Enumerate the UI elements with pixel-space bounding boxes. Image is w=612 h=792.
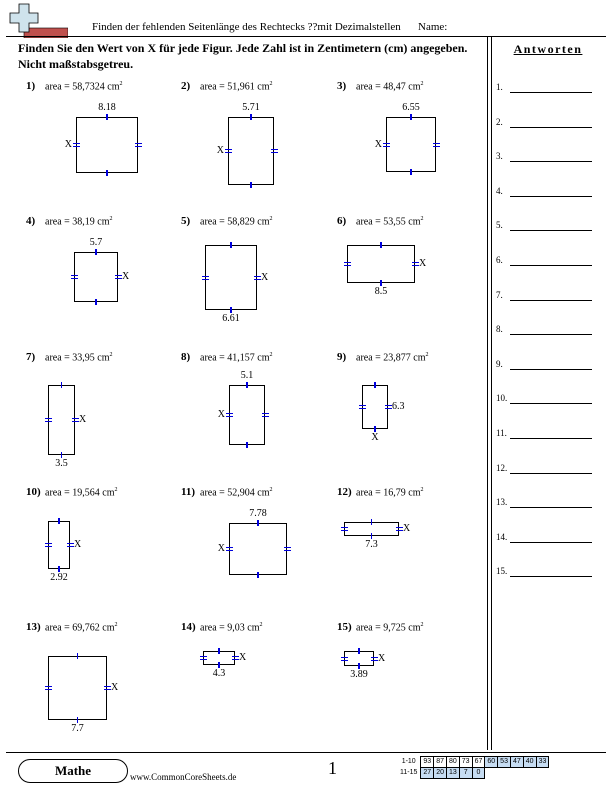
tick-mark [412,265,419,266]
given-side-label: 8.18 [98,102,116,113]
unknown-side-label: X [378,652,386,664]
answer-blank[interactable] [510,127,592,128]
plus-logo-icon [6,2,68,38]
tick-mark [374,382,376,388]
problem-number: 8) [181,351,191,363]
area-text: area = 16,79 cm [356,487,421,499]
area-text: area = 41,157 cm [200,352,270,364]
score-cell: 7 [459,768,472,779]
rectangle-figure [48,385,75,455]
answer-line[interactable] [496,428,592,442]
tick-mark [104,686,111,687]
tick-mark [271,152,278,153]
given-side-label: 3.89 [350,669,368,680]
tick-mark [45,418,52,419]
tick-mark [202,279,209,280]
tick-mark [226,416,233,417]
tick-mark [71,278,78,279]
area-text: area = 69,762 cm [45,622,115,634]
problem-12 [329,486,479,616]
area-text: area = 33,95 cm [45,352,110,364]
score-cell: 87 [434,757,447,768]
answer-blank[interactable] [510,265,592,266]
tick-mark [271,149,278,150]
answer-number: 8. [496,324,503,335]
area-text: area = 51,961 cm [200,81,270,93]
score-cell: 13 [446,768,459,779]
score-cell: 93 [421,757,434,768]
unknown-side-label: X [374,138,382,150]
answer-line[interactable] [496,290,592,304]
answer-blank[interactable] [510,438,592,439]
tick-mark [95,299,97,305]
rectangle-figure [48,521,70,569]
area-text: area = 19,564 cm [45,487,115,499]
tick-mark [284,547,291,548]
answer-number: 10. [496,393,508,404]
problem-15 [329,621,479,751]
answer-line[interactable] [496,151,592,165]
area-text: area = 58,7324 cm [45,81,120,93]
score-cell: 80 [446,757,459,768]
area-label [45,81,123,92]
unknown-side-label: X [217,409,225,420]
page-number: 1 [328,758,337,778]
problem-13 [18,621,168,751]
tick-mark [106,114,108,120]
problem-number: 12) [337,486,352,498]
area-unit-exponent: 2 [109,352,113,358]
tick-mark [72,421,79,422]
problem-number: 5) [181,215,191,227]
given-side-label: 6.61 [222,313,240,324]
area-unit-exponent: 2 [114,622,118,628]
answer-number: 12. [496,462,508,473]
area-unit-exponent: 2 [269,216,273,222]
tick-mark [410,169,412,175]
given-side-label: 6.55 [402,102,420,113]
tick-mark [262,416,269,417]
rectangle-figure [229,523,287,575]
area-label [200,216,273,227]
area-text: area = 53,55 cm [356,216,421,228]
header-divider [6,36,606,37]
unknown-side-label: X [419,258,427,269]
tick-mark [95,249,97,255]
problem-number: 4) [26,215,36,227]
tick-mark [200,659,207,660]
score-row [398,757,549,768]
score-range-label: 1-10 [401,758,416,765]
tick-mark [67,546,74,547]
area-unit-exponent: 2 [269,352,273,358]
tick-mark [73,146,80,147]
problem-11 [173,486,323,616]
tick-mark [383,146,390,147]
tick-mark [385,408,392,409]
tick-mark [226,413,233,414]
area-unit-exponent: 2 [425,352,429,358]
tick-mark [284,550,291,551]
rectangle-figure [362,385,388,429]
given-side-label: 8.5 [374,286,388,297]
answer-blank[interactable] [510,334,592,335]
answer-number: 2. [496,116,503,127]
answer-line[interactable] [496,117,592,131]
problem-number: 7) [26,351,36,363]
answer-line[interactable] [496,566,592,580]
problem-2 [173,80,323,210]
tick-mark [433,146,440,147]
score-cell: 27 [421,768,434,779]
tick-mark [250,182,252,188]
given-side-label: 5.1 [240,370,254,381]
rectangle-figure [76,117,138,173]
answer-number: 14. [496,531,508,542]
problem-1 [18,80,168,210]
tick-mark [67,543,74,544]
area-unit-exponent: 2 [109,216,113,222]
tick-mark [45,689,52,690]
unknown-side-label: X [74,539,82,550]
problem-7 [18,351,168,481]
answer-blank[interactable] [510,473,592,474]
answer-line[interactable] [496,324,592,338]
unknown-side-label: X [239,652,247,663]
area-label [356,487,424,498]
tick-mark [218,648,220,654]
unknown-side-label: X [64,139,72,150]
tick-mark [250,114,252,120]
area-label [45,216,113,227]
answer-line[interactable] [496,255,592,269]
score-cell: 47 [510,757,523,768]
tick-mark [396,527,403,528]
area-text: area = 9,03 cm [200,622,260,634]
tick-mark [433,143,440,144]
answer-line[interactable] [496,463,592,477]
area-text: area = 9,725 cm [356,622,421,634]
score-cell: 33 [536,757,549,768]
given-side-label: 7.3 [365,539,378,550]
answer-number: 9. [496,358,503,369]
tick-mark [254,276,261,277]
rectangle-figure [386,117,436,172]
worksheet-title: Finden der fehlenden Seitenlänge des Rechtecks ??mit Dezimalstellen [92,21,401,33]
area-label [356,81,424,92]
answer-blank[interactable] [510,230,592,231]
problem-number: 15) [337,621,352,633]
answer-number: 6. [496,255,503,265]
tick-mark [341,530,348,531]
given-side-label: 4.3 [212,668,226,679]
tick-mark [45,546,52,547]
given-side-label: 6.3 [392,401,405,412]
given-side-label: 3.5 [55,458,68,469]
tick-mark [226,550,233,551]
area-unit-exponent: 2 [269,81,273,87]
answer-line[interactable] [496,532,592,546]
rectangle-figure [74,252,118,302]
tick-mark [45,686,52,687]
problem-number: 10) [26,486,41,498]
tick-mark [344,265,351,266]
problem-number: 9) [337,351,347,363]
answer-line[interactable] [496,497,592,511]
score-cell: 40 [523,757,536,768]
area-label [200,81,273,92]
answer-blank[interactable] [510,403,592,404]
tick-mark [257,572,259,578]
answer-blank[interactable] [510,92,592,93]
problem-number: 3) [337,80,347,92]
area-unit-exponent: 2 [420,216,424,222]
tick-mark [58,518,60,524]
score-range-label: 11-15 [400,769,418,776]
problem-3 [329,80,479,210]
area-text: area = 38,19 cm [45,216,110,228]
tick-mark [200,656,207,657]
tick-mark [104,689,111,690]
answer-line[interactable] [496,359,592,373]
tick-mark [225,152,232,153]
score-cell: 20 [434,768,447,779]
tick-mark [262,413,269,414]
problem-8 [173,351,323,481]
area-unit-exponent: 2 [114,487,118,493]
tick-mark [396,530,403,531]
answer-number: 13. [496,497,508,508]
tick-mark [135,146,142,147]
tick-mark [77,653,79,659]
area-label [200,622,263,633]
problem-number: 14) [181,621,196,633]
name-label: Name: [418,21,448,33]
answer-blank[interactable] [510,369,592,370]
given-side-label: 2.92 [50,572,68,583]
problem-number: 11) [181,486,196,498]
footer-divider [6,752,606,753]
tick-mark [371,519,373,525]
given-side-label: 5.71 [242,102,260,113]
tick-mark [254,279,261,280]
score-cell: 67 [472,757,485,768]
tick-mark [359,405,366,406]
tick-mark [246,382,248,388]
rectangle-figure [205,245,257,310]
tick-mark [341,527,348,528]
site-url: www.CommonCoreSheets.de [130,772,237,782]
answer-line[interactable] [496,82,592,96]
answer-blank[interactable] [510,161,592,162]
tick-mark [106,170,108,176]
tick-mark [230,242,232,248]
rectangle-figure [228,117,274,185]
rectangle-figure [229,385,265,445]
problem-4 [18,215,168,345]
problem-number: 2) [181,80,191,92]
given-side-label: 5.7 [89,237,103,248]
score-cell: 0 [472,768,485,779]
unknown-side-label: X [217,543,225,554]
area-label [356,622,424,633]
answer-number: 11. [496,428,507,438]
tick-mark [380,242,382,248]
tick-mark [72,418,79,419]
problem-9 [329,351,479,481]
area-label [356,216,424,227]
answer-line[interactable] [496,393,592,407]
score-cell: 73 [459,757,472,768]
tick-mark [73,143,80,144]
tick-mark [358,648,360,654]
problem-14 [173,621,323,751]
area-label [45,352,113,363]
tick-mark [232,656,239,657]
tick-mark [371,660,378,661]
area-text: area = 58,829 cm [200,216,270,228]
area-label [45,622,118,633]
subject-badge: Mathe [18,759,128,783]
tick-mark [341,660,348,661]
rectangle-figure [347,245,415,283]
area-unit-exponent: 2 [259,622,263,628]
unknown-side-label: X [371,432,379,443]
tick-mark [412,262,419,263]
answer-number: 1. [496,82,503,92]
tick-mark [385,405,392,406]
rectangle-figure [48,656,107,720]
tick-mark [359,408,366,409]
tick-mark [232,659,239,660]
problem-6 [329,215,479,345]
tick-mark [135,143,142,144]
answer-blank[interactable] [510,542,592,543]
unknown-side-label: X [216,145,224,156]
tick-mark [61,382,63,388]
answers-title: Antworten [513,42,583,56]
area-text: area = 23,877 cm [356,352,426,364]
problem-number: 6) [337,215,347,227]
unknown-side-label: X [111,682,119,693]
problem-5 [173,215,323,345]
tick-mark [115,275,122,276]
area-label [200,487,273,498]
answer-blank[interactable] [510,507,592,508]
area-label [200,352,273,363]
tick-mark [202,276,209,277]
problem-number: 13) [26,621,41,633]
score-table [398,756,549,779]
tick-mark [410,114,412,120]
area-unit-exponent: 2 [119,81,123,87]
tick-mark [257,520,259,526]
unknown-side-label: X [79,414,87,425]
area-unit-exponent: 2 [420,487,424,493]
answer-line[interactable] [496,186,592,200]
tick-mark [344,262,351,263]
area-unit-exponent: 2 [269,487,273,493]
tick-mark [383,143,390,144]
unknown-side-label: X [261,271,269,283]
given-side-label: 7.78 [249,508,267,519]
answer-column-divider [487,36,488,750]
area-text: area = 52,904 cm [200,487,270,499]
answer-blank[interactable] [510,300,592,301]
area-text: area = 48,47 cm [356,81,421,93]
tick-mark [45,421,52,422]
unknown-side-label: X [122,271,130,282]
area-label [356,352,429,363]
tick-mark [45,543,52,544]
tick-mark [71,275,78,276]
answer-line[interactable] [496,220,592,234]
score-row [398,768,549,779]
answer-number: 15. [496,566,508,577]
instructions: Finden Sie den Wert von X für jede Figur. Jede Zahl ist in Zentimetern (cm) angegeben. Nicht maßstabsgetreu. [18,41,468,71]
answer-number: 7. [496,289,503,300]
answer-blank[interactable] [510,576,592,577]
area-unit-exponent: 2 [420,622,424,628]
tick-mark [225,149,232,150]
score-cell: 53 [498,757,511,768]
score-cell: 60 [485,757,498,768]
answer-number: 5. [496,220,503,231]
answer-blank[interactable] [510,196,592,197]
answer-number: 4. [496,185,503,196]
area-label [45,487,118,498]
problem-number: 1) [26,80,36,92]
given-side-label: 7.7 [71,723,84,734]
problem-10 [18,486,168,616]
logo [6,2,68,38]
unknown-side-label: X [403,523,411,534]
tick-mark [341,657,348,658]
tick-mark [226,547,233,548]
answer-number: 3. [496,151,503,162]
tick-mark [246,442,248,448]
tick-mark [371,657,378,658]
tick-mark [115,278,122,279]
answer-column-divider-inner [491,36,492,750]
area-unit-exponent: 2 [420,81,424,87]
